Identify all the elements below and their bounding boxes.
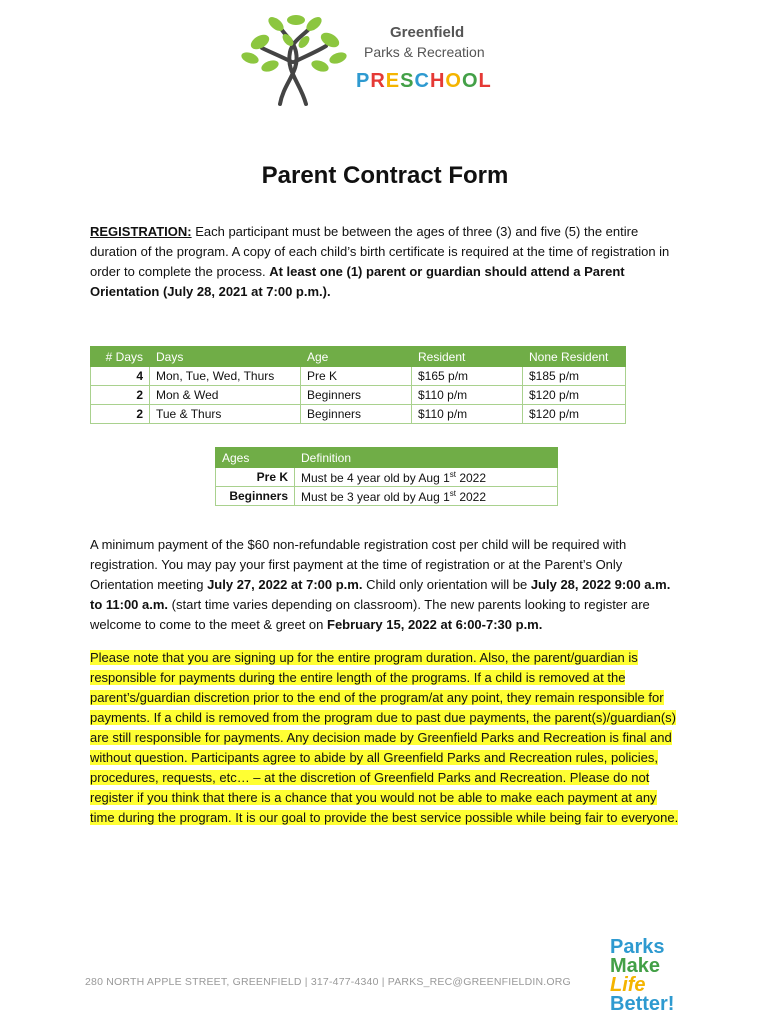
- tree-icon: [240, 12, 348, 108]
- definition-text: Must be 4 year old by Aug 1: [301, 470, 450, 485]
- slogan-logo: [610, 938, 690, 1014]
- table-cell: Mon & Wed: [150, 386, 301, 405]
- table-cell: $165 p/m: [412, 367, 523, 386]
- meet-greet-date: February 15, 2022 at 6:00-7:30 p.m.: [327, 617, 543, 632]
- ordinal-suffix: st: [449, 469, 456, 479]
- table-cell: [295, 468, 558, 487]
- table-cell: 2: [91, 405, 150, 424]
- table-row: [216, 468, 558, 487]
- table-cell: 2: [91, 386, 150, 405]
- registration-text: Each participant must be between the ages of three (3) and five (5) the entire duration of the program. A copy of each child’s birth certificate is required at the time of registration in order to complete the process.: [90, 224, 670, 279]
- table-header: Resident: [412, 347, 523, 367]
- payment-paragraph: [90, 535, 684, 635]
- table-cell: $110 p/m: [412, 405, 523, 424]
- program-letter: O: [461, 70, 479, 92]
- table-row: [91, 386, 626, 405]
- table-cell: Mon, Tue, Wed, Thurs: [150, 367, 301, 386]
- table-cell: Beginners: [301, 405, 412, 424]
- payment-text: (start time varies depending on classroom). The new parents looking to register are welcome to come to the meet & greet on: [90, 597, 650, 632]
- payment-text: Child only orientation will be: [362, 577, 531, 592]
- table-cell: Pre K: [301, 367, 412, 386]
- slogan-line: Better!: [610, 993, 675, 1015]
- program-letter: P: [356, 70, 371, 92]
- org-name: Greenfield: [390, 24, 465, 41]
- table-header: Definition: [295, 448, 558, 468]
- program-letter: E: [385, 70, 401, 92]
- definition-year: 2022: [456, 470, 487, 485]
- program-letter: L: [478, 70, 492, 92]
- table-cell: $110 p/m: [412, 386, 523, 405]
- footer-contact: 280 NORTH APPLE STREET, GREENFIELD | 317-477-4340 | PARKS_REC@GREENFIELDIN.ORG: [85, 976, 571, 988]
- ordinal-suffix: st: [449, 488, 456, 498]
- table-cell: Beginners: [216, 487, 295, 506]
- table-header: Days: [150, 347, 301, 367]
- table-cell: $120 p/m: [523, 386, 626, 405]
- program-letter: R: [370, 70, 386, 92]
- program-name: [356, 70, 492, 93]
- registration-bold-text: At least one (1) parent or guardian should attend a Parent Orientation (July 28, 2021 at 7:00 p.m.).: [90, 264, 625, 299]
- payment-text: A minimum payment of the $60 non-refundable registration cost per child will be required with registration. You may pay your first payment at the time of registration or at the Parent’s Only Orientation meeting: [90, 537, 627, 592]
- table-header: Age: [301, 347, 412, 367]
- table-row: [216, 487, 558, 506]
- definition-year: 2022: [456, 489, 487, 504]
- table-cell: 4: [91, 367, 150, 386]
- parent-orientation-date: July 27, 2022 at 7:00 p.m.: [207, 577, 363, 592]
- table-header: None Resident: [523, 347, 626, 367]
- program-letter: C: [414, 70, 430, 92]
- ages-table: [215, 447, 558, 506]
- program-letter: S: [400, 70, 415, 92]
- notice-paragraph: [90, 648, 684, 828]
- program-letter: O: [445, 70, 462, 92]
- table-cell: Beginners: [301, 386, 412, 405]
- table-header: # Days: [91, 347, 150, 367]
- table-cell: Tue & Thurs: [150, 405, 301, 424]
- org-subtitle: Parks & Recreation: [364, 44, 485, 60]
- page-title: Parent Contract Form: [261, 162, 509, 189]
- table-header-row: [91, 347, 626, 367]
- table-header-row: [216, 448, 558, 468]
- slogan-line: Parks: [610, 936, 665, 958]
- table-cell: [295, 487, 558, 506]
- table-cell: $185 p/m: [523, 367, 626, 386]
- slogan-line: Life: [610, 974, 646, 996]
- child-orientation-date: July 28, 2022 9:00 a.m. to 11:00 a.m.: [90, 577, 671, 612]
- highlighted-notice: Please note that you are signing up for the entire program duration. Also, the parent/guardian is responsible for payments during the entire length of the programs. If a child is removed at the parent’s/guardian discretion prior to the end of the program/at any point, they remain responsible for payments. If a child is removed from the program due to past due payments, the parent(s)/guardian(s) are still responsible for payments. Any decision made by Greenfield Parks and Recreation is final and without question. Participants agree to abide by all Greenfield Parks and Recreation rules, policies, procedures, requests, etc… – at the discretion of Greenfield Parks and Recreation. Please do not register if you think that there is a chance that you would not be able to make each payment at any time during the program. It is our goal to provide the best service possible while being fair to everyone.: [90, 650, 679, 825]
- slogan-line: Make: [610, 955, 661, 977]
- program-letter: H: [429, 70, 446, 92]
- registration-label: REGISTRATION:: [90, 224, 192, 239]
- schedule-table: [90, 346, 626, 424]
- table-cell: Pre K: [216, 468, 295, 487]
- table-header: Ages: [216, 448, 295, 468]
- registration-paragraph: [90, 222, 684, 302]
- table-row: [91, 405, 626, 424]
- definition-text: Must be 3 year old by Aug 1: [301, 489, 450, 504]
- table-cell: $120 p/m: [523, 405, 626, 424]
- table-row: [91, 367, 626, 386]
